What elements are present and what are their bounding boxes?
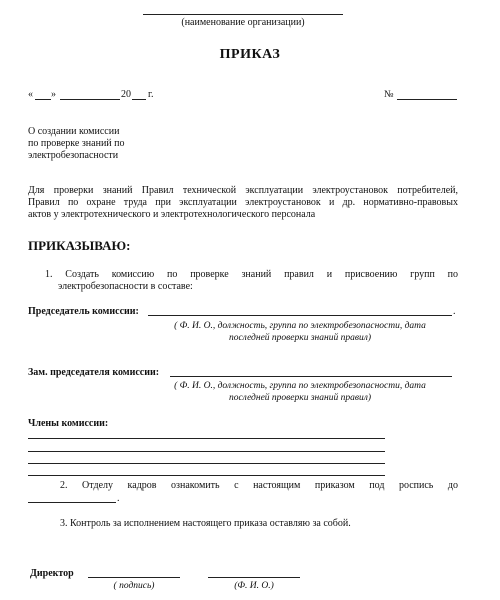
date-quote-close: » (51, 89, 56, 100)
deputy-field[interactable] (170, 376, 452, 377)
preamble-line: актов у электротехнического и электротехнологического персонала (28, 209, 316, 220)
preamble-line: Для проверки знаний Правил технической эксплуатации электроустановок потребителей, (28, 185, 458, 196)
chairman-field[interactable] (148, 315, 452, 316)
item1-line2: электробезопасности в составе: (58, 281, 193, 292)
date-month-field[interactable] (60, 99, 120, 100)
subject-line: по проверке знаний по (28, 138, 125, 149)
subject-line: О создании комиссии (28, 126, 120, 137)
order-word: ПРИКАЗЫВАЮ: (28, 238, 131, 253)
deputy-hint-line: ( Ф. И. О., должность, группа по электробезопасности, дата (174, 381, 426, 391)
number-sign: № (384, 89, 394, 100)
chairman-label: Председатель комиссии: (28, 306, 139, 317)
signature-field[interactable] (88, 577, 180, 578)
chairman-hint-line: ( Ф. И. О., должность, группа по электробезопасности, дата (174, 321, 426, 331)
director-name-field[interactable] (208, 577, 300, 578)
document-title: ПРИКАЗ (219, 47, 281, 62)
deputy-label: Зам. председателя комиссии: (28, 367, 160, 378)
chairman-hint-line: последней проверки знаний правил) (228, 333, 372, 343)
director-name-caption: (Ф. И. О.) (234, 581, 274, 591)
member-line[interactable] (28, 438, 385, 439)
org-name-caption: (наименование организации) (181, 17, 305, 28)
signature-caption: ( подпись) (113, 581, 155, 591)
date-year-field[interactable] (132, 99, 146, 100)
chairman-hint (148, 320, 452, 344)
chairman-field-dot: . (453, 306, 456, 317)
order-number-field[interactable] (397, 99, 457, 100)
director-label: Директор (30, 568, 74, 579)
item2-deadline-field[interactable] (28, 502, 116, 503)
preamble-line: Правил по охране труда при эксплуатации электроустановок и др. нормативно-правовых (28, 197, 458, 208)
date-quote-open: « (28, 89, 33, 100)
deputy-hint-line: последней проверки знаний правил) (228, 393, 372, 403)
order-subject (28, 126, 125, 162)
member-line[interactable] (28, 475, 385, 476)
deputy-hint (148, 380, 452, 404)
date-day-field[interactable] (35, 99, 51, 100)
members-label: Члены комиссии: (28, 418, 109, 429)
preamble (28, 185, 458, 221)
date-year-suffix: г. (148, 89, 154, 100)
org-name-line[interactable] (143, 14, 343, 15)
member-line[interactable] (28, 451, 385, 452)
item2-line1: 2. Отделу кадров ознакомить с настоящим приказом под роспись до (60, 480, 458, 491)
item1-line1: 1. Создать комиссию по проверке знаний правил и присвоению групп по (45, 269, 458, 280)
member-line[interactable] (28, 463, 385, 464)
item3-text: 3. Контроль за исполнением настоящего приказа оставляю за собой. (60, 518, 351, 529)
subject-line: электробезопасности (28, 150, 119, 161)
item2-line2-dot: . (117, 493, 120, 504)
date-year-prefix: 20 (121, 89, 131, 100)
